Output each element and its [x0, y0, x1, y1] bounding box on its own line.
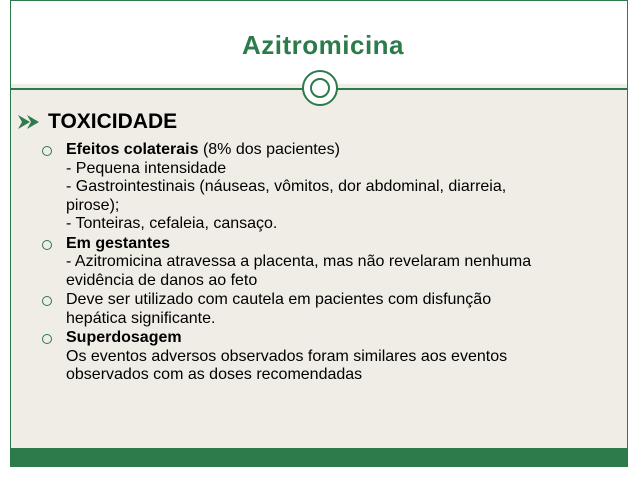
item-line: observados com as doses recomendadas	[66, 366, 363, 383]
item-line: - Gastrointestinais (náuseas, vômitos, dor abdominal, diarreia,	[66, 178, 507, 195]
item-bold-label: Efeitos colaterais	[66, 141, 199, 158]
ornament-inner-ring	[310, 78, 330, 98]
section-heading-text: TOXICIDADE	[48, 110, 178, 133]
item-line: hepática significante.	[66, 309, 216, 327]
section-heading	[16, 110, 177, 134]
slide-title-text: Azitromicina	[241, 30, 405, 60]
item-line: - Tonteiras, cefaleia, cansaço.	[66, 215, 278, 232]
double-circle-ornament-icon	[302, 70, 338, 106]
hollow-circle-bullet-icon	[42, 240, 52, 250]
item-first-line	[66, 329, 602, 348]
item-inline-text: (8% dos pacientes)	[198, 141, 340, 158]
hollow-circle-bullet-icon	[42, 296, 52, 306]
slide-title	[0, 30, 638, 61]
item-first-line	[66, 235, 602, 254]
bottom-bar	[11, 448, 627, 466]
arrow-bullet-icon	[16, 112, 44, 132]
item-line: - Azitromicina atravessa a placenta, mas não revelaram nenhuma	[66, 253, 532, 270]
list-item-cautela	[42, 291, 602, 328]
item-line: Os eventos adversos observados foram similares aos eventos	[66, 347, 508, 365]
bullet-list	[42, 141, 602, 386]
hollow-circle-bullet-icon	[42, 334, 52, 344]
item-line: evidência de danos ao feto	[66, 271, 258, 289]
item-bold-label: Em gestantes	[66, 234, 171, 252]
item-line: Deve ser utilizado com cautela em pacientes com disfunção	[66, 291, 492, 308]
list-item-gestantes	[42, 235, 602, 291]
list-item-efeitos	[42, 141, 602, 234]
list-item-superdosagem	[42, 329, 602, 385]
item-line: pirose);	[66, 196, 120, 214]
hollow-circle-bullet-icon	[42, 146, 52, 156]
item-line: - Pequena intensidade	[66, 159, 227, 177]
item-bold-label: Superdosagem	[66, 329, 182, 346]
item-first-line	[66, 141, 602, 160]
